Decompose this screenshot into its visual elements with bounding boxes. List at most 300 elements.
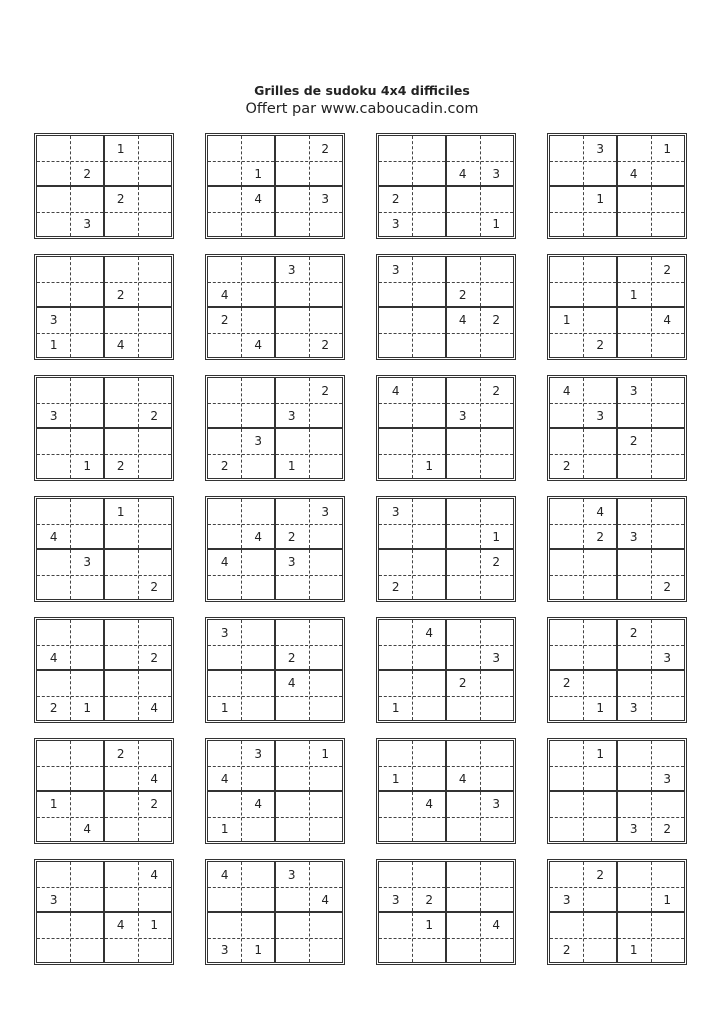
sudoku-cell bbox=[379, 620, 413, 645]
sudoku-grid bbox=[205, 859, 345, 965]
sudoku-cell: 3 bbox=[49, 408, 58, 423]
sudoku-cell: 3 bbox=[321, 504, 330, 519]
sudoku-grid bbox=[376, 738, 516, 844]
sudoku-cell bbox=[550, 524, 584, 549]
sudoku-cell bbox=[208, 524, 242, 549]
sudoku-cell bbox=[651, 282, 685, 307]
sudoku-cell: 4 bbox=[254, 796, 263, 811]
sudoku-cell bbox=[379, 741, 413, 766]
sudoku-cell bbox=[208, 499, 242, 524]
sudoku-cell: 3 bbox=[220, 625, 229, 640]
sudoku-cell bbox=[584, 887, 618, 912]
sudoku-cell bbox=[71, 741, 105, 766]
sudoku-cell bbox=[37, 620, 71, 645]
sudoku-cell: 1 bbox=[425, 917, 434, 932]
sudoku-cell bbox=[71, 912, 105, 937]
sudoku-cell bbox=[138, 524, 172, 549]
sudoku-cell bbox=[550, 766, 584, 791]
sudoku-cell bbox=[617, 862, 651, 887]
sudoku-cell bbox=[379, 453, 413, 478]
sudoku-cell bbox=[617, 332, 651, 357]
sudoku-cell: 1 bbox=[220, 821, 229, 836]
sudoku-cell bbox=[208, 161, 242, 186]
sudoku-cell: 2 bbox=[492, 312, 501, 327]
sudoku-cell bbox=[651, 428, 685, 453]
sudoku-cell bbox=[275, 574, 309, 599]
sudoku-cell bbox=[104, 403, 138, 428]
sudoku-cell: 4 bbox=[425, 625, 434, 640]
sudoku-cell bbox=[104, 791, 138, 816]
sudoku-cell bbox=[309, 403, 343, 428]
sudoku-cell: 1 bbox=[83, 458, 92, 473]
sudoku-grid bbox=[205, 617, 345, 723]
sudoku-cell: 4 bbox=[321, 892, 330, 907]
sudoku-cell bbox=[242, 136, 276, 161]
sudoku-cell bbox=[550, 574, 584, 599]
sudoku-cell: 1 bbox=[562, 312, 571, 327]
sudoku-cell: 2 bbox=[663, 821, 672, 836]
sudoku-cell bbox=[617, 791, 651, 816]
sudoku-grid bbox=[34, 496, 174, 602]
sudoku-cell bbox=[584, 282, 618, 307]
sudoku-cell bbox=[446, 257, 480, 282]
sudoku-cell bbox=[446, 937, 480, 962]
sudoku-cell: 4 bbox=[458, 312, 467, 327]
sudoku-cell bbox=[309, 428, 343, 453]
sudoku-cell bbox=[413, 332, 447, 357]
sudoku-grid bbox=[547, 738, 687, 844]
sudoku-grid bbox=[205, 738, 345, 844]
sudoku-cell bbox=[37, 912, 71, 937]
sudoku-cell bbox=[275, 378, 309, 403]
sudoku-cell bbox=[413, 307, 447, 332]
sudoku-cell bbox=[309, 549, 343, 574]
sudoku-cell bbox=[446, 741, 480, 766]
sudoku-cell: 1 bbox=[425, 458, 434, 473]
sudoku-cell bbox=[446, 378, 480, 403]
sudoku-cell bbox=[617, 403, 651, 428]
sudoku-cell bbox=[37, 282, 71, 307]
sudoku-cell bbox=[480, 766, 514, 791]
sudoku-cell: 3 bbox=[391, 262, 400, 277]
sudoku-cell bbox=[413, 428, 447, 453]
sudoku-cell: 1 bbox=[116, 504, 125, 519]
sudoku-cell bbox=[651, 161, 685, 186]
sudoku-cell bbox=[208, 645, 242, 670]
sudoku-cell bbox=[550, 862, 584, 887]
sudoku-cell bbox=[413, 161, 447, 186]
sudoku-cell bbox=[104, 257, 138, 282]
sudoku-grid bbox=[205, 254, 345, 360]
sudoku-cell bbox=[446, 186, 480, 211]
sudoku-cell bbox=[446, 428, 480, 453]
sudoku-cell bbox=[309, 211, 343, 236]
sudoku-cell bbox=[242, 499, 276, 524]
sudoku-cell: 2 bbox=[220, 312, 229, 327]
sudoku-cell bbox=[480, 862, 514, 887]
sudoku-cell bbox=[617, 670, 651, 695]
sudoku-cell bbox=[275, 791, 309, 816]
sudoku-cell bbox=[651, 620, 685, 645]
sudoku-cell bbox=[242, 912, 276, 937]
sudoku-cell bbox=[480, 499, 514, 524]
sudoku-cell: 1 bbox=[49, 337, 58, 352]
sudoku-cell bbox=[104, 862, 138, 887]
sudoku-grid bbox=[34, 133, 174, 239]
sudoku-cell bbox=[104, 307, 138, 332]
sudoku-cell: 2 bbox=[596, 337, 605, 352]
sudoku-cell bbox=[651, 211, 685, 236]
sudoku-cell bbox=[480, 428, 514, 453]
sudoku-cell bbox=[275, 499, 309, 524]
sudoku-grid bbox=[34, 859, 174, 965]
sudoku-cell: 3 bbox=[629, 529, 638, 544]
sudoku-cell bbox=[242, 282, 276, 307]
page-title: Grilles de sudoku 4x4 difficiles bbox=[254, 83, 470, 98]
sudoku-cell bbox=[379, 428, 413, 453]
sudoku-cell bbox=[208, 403, 242, 428]
sudoku-cell: 4 bbox=[220, 771, 229, 786]
sudoku-cell bbox=[138, 378, 172, 403]
sudoku-cell bbox=[584, 161, 618, 186]
sudoku-cell bbox=[584, 257, 618, 282]
sudoku-cell bbox=[104, 887, 138, 912]
sudoku-cell bbox=[37, 816, 71, 841]
sudoku-cell bbox=[138, 307, 172, 332]
sudoku-cell bbox=[413, 766, 447, 791]
sudoku-cell bbox=[584, 620, 618, 645]
sudoku-cell bbox=[651, 695, 685, 720]
sudoku-cell: 1 bbox=[596, 700, 605, 715]
sudoku-cell bbox=[208, 378, 242, 403]
sudoku-cell bbox=[617, 766, 651, 791]
sudoku-cell bbox=[480, 741, 514, 766]
page-subtitle: Offert par www.caboucadin.com bbox=[245, 101, 479, 117]
sudoku-cell bbox=[480, 670, 514, 695]
sudoku-cell: 4 bbox=[629, 166, 638, 181]
sudoku-cell bbox=[37, 186, 71, 211]
sudoku-cell bbox=[379, 862, 413, 887]
sudoku-cell: 3 bbox=[254, 433, 263, 448]
sudoku-cell bbox=[309, 816, 343, 841]
sudoku-cell: 2 bbox=[562, 942, 571, 957]
sudoku-cell bbox=[37, 499, 71, 524]
sudoku-cell: 4 bbox=[150, 867, 159, 882]
sudoku-cell bbox=[71, 499, 105, 524]
sudoku-cell bbox=[208, 257, 242, 282]
sudoku-cell bbox=[584, 428, 618, 453]
sudoku-grid bbox=[205, 133, 345, 239]
sudoku-cell: 4 bbox=[83, 821, 92, 836]
sudoku-cell bbox=[208, 791, 242, 816]
sudoku-cell bbox=[309, 670, 343, 695]
sudoku-cell bbox=[651, 912, 685, 937]
sudoku-cell bbox=[379, 912, 413, 937]
sudoku-cell bbox=[71, 332, 105, 357]
sudoku-cell bbox=[104, 937, 138, 962]
sudoku-cell: 1 bbox=[629, 942, 638, 957]
sudoku-cell: 1 bbox=[150, 917, 159, 932]
sudoku-cell bbox=[37, 453, 71, 478]
sudoku-cell bbox=[208, 670, 242, 695]
sudoku-cell bbox=[275, 307, 309, 332]
sudoku-cell: 2 bbox=[596, 529, 605, 544]
sudoku-cell bbox=[651, 670, 685, 695]
sudoku-cell bbox=[208, 186, 242, 211]
sudoku-grid bbox=[376, 617, 516, 723]
sudoku-cell bbox=[138, 332, 172, 357]
sudoku-cell bbox=[480, 257, 514, 282]
sudoku-cell bbox=[208, 428, 242, 453]
sudoku-cell bbox=[446, 862, 480, 887]
sudoku-cell: 3 bbox=[49, 892, 58, 907]
sudoku-cell bbox=[37, 670, 71, 695]
sudoku-cell bbox=[71, 136, 105, 161]
sudoku-cell bbox=[242, 257, 276, 282]
sudoku-cell bbox=[550, 791, 584, 816]
sudoku-cell: 3 bbox=[287, 262, 296, 277]
sudoku-cell bbox=[480, 403, 514, 428]
sudoku-cell bbox=[651, 741, 685, 766]
sudoku-cell bbox=[480, 136, 514, 161]
sudoku-cell bbox=[71, 887, 105, 912]
sudoku-cell bbox=[242, 620, 276, 645]
sudoku-grid bbox=[376, 254, 516, 360]
sudoku-cell bbox=[379, 549, 413, 574]
sudoku-cell bbox=[138, 161, 172, 186]
sudoku-cell: 3 bbox=[287, 408, 296, 423]
sudoku-cell bbox=[37, 257, 71, 282]
sudoku-cell bbox=[413, 403, 447, 428]
sudoku-cell: 3 bbox=[458, 408, 467, 423]
sudoku-cell bbox=[138, 136, 172, 161]
sudoku-cell bbox=[71, 282, 105, 307]
sudoku-cell: 4 bbox=[562, 383, 571, 398]
sudoku-cell bbox=[550, 645, 584, 670]
sudoku-cell bbox=[413, 282, 447, 307]
sudoku-cell bbox=[71, 862, 105, 887]
sudoku-cell: 2 bbox=[663, 579, 672, 594]
sudoku-cell bbox=[550, 136, 584, 161]
sudoku-cell bbox=[71, 620, 105, 645]
sudoku-cell bbox=[446, 524, 480, 549]
sudoku-cell bbox=[617, 307, 651, 332]
sudoku-cell bbox=[584, 211, 618, 236]
sudoku-cell bbox=[413, 257, 447, 282]
sudoku-cell: 2 bbox=[321, 337, 330, 352]
sudoku-cell bbox=[275, 937, 309, 962]
sudoku-cell bbox=[379, 282, 413, 307]
sudoku-cell bbox=[71, 428, 105, 453]
sudoku-cell bbox=[242, 862, 276, 887]
sudoku-cell bbox=[138, 428, 172, 453]
sudoku-cell: 1 bbox=[254, 166, 263, 181]
sudoku-cell bbox=[617, 574, 651, 599]
sudoku-cell bbox=[617, 453, 651, 478]
sudoku-cell bbox=[309, 574, 343, 599]
sudoku-cell bbox=[37, 741, 71, 766]
sudoku-cell: 1 bbox=[492, 529, 501, 544]
sudoku-cell bbox=[71, 524, 105, 549]
sudoku-cell: 2 bbox=[49, 700, 58, 715]
sudoku-cell bbox=[617, 645, 651, 670]
sudoku-cell bbox=[550, 816, 584, 841]
sudoku-cell bbox=[379, 645, 413, 670]
sudoku-cell: 2 bbox=[562, 675, 571, 690]
sudoku-cell bbox=[242, 403, 276, 428]
sudoku-cell bbox=[309, 282, 343, 307]
sudoku-cell bbox=[413, 670, 447, 695]
sudoku-cell bbox=[413, 549, 447, 574]
sudoku-cell bbox=[651, 332, 685, 357]
sudoku-cell bbox=[584, 912, 618, 937]
sudoku-cell: 1 bbox=[49, 796, 58, 811]
sudoku-cell bbox=[242, 670, 276, 695]
sudoku-cell bbox=[413, 741, 447, 766]
sudoku-cell bbox=[651, 549, 685, 574]
sudoku-cell: 3 bbox=[663, 650, 672, 665]
sudoku-cell bbox=[242, 695, 276, 720]
sudoku-cell bbox=[37, 549, 71, 574]
sudoku-cell bbox=[309, 620, 343, 645]
sudoku-cell bbox=[104, 549, 138, 574]
sudoku-cell bbox=[480, 332, 514, 357]
sudoku-cell: 2 bbox=[116, 458, 125, 473]
sudoku-cell: 4 bbox=[254, 191, 263, 206]
sudoku-cell: 2 bbox=[663, 262, 672, 277]
sudoku-cell bbox=[379, 307, 413, 332]
sudoku-cell bbox=[550, 161, 584, 186]
sudoku-cell: 1 bbox=[287, 458, 296, 473]
sudoku-cell bbox=[37, 378, 71, 403]
sudoku-cell bbox=[617, 912, 651, 937]
sudoku-cell bbox=[413, 499, 447, 524]
sudoku-cell bbox=[242, 645, 276, 670]
sudoku-cell bbox=[208, 332, 242, 357]
sudoku-cell bbox=[71, 378, 105, 403]
sudoku-cell: 2 bbox=[150, 579, 159, 594]
sudoku-cell: 1 bbox=[220, 700, 229, 715]
sudoku-cell bbox=[71, 766, 105, 791]
sudoku-cell bbox=[550, 499, 584, 524]
sudoku-cell bbox=[446, 499, 480, 524]
sudoku-cell bbox=[651, 499, 685, 524]
sudoku-cell: 4 bbox=[254, 529, 263, 544]
sudoku-cell bbox=[71, 307, 105, 332]
sudoku-cell bbox=[104, 161, 138, 186]
sudoku-cell bbox=[138, 937, 172, 962]
sudoku-cell: 2 bbox=[83, 166, 92, 181]
sudoku-cell: 2 bbox=[116, 746, 125, 761]
sudoku-cell bbox=[138, 453, 172, 478]
sudoku-cell bbox=[446, 791, 480, 816]
sudoku-cell: 1 bbox=[629, 287, 638, 302]
sudoku-cell bbox=[275, 211, 309, 236]
sudoku-cell bbox=[480, 620, 514, 645]
sudoku-cell bbox=[550, 912, 584, 937]
sudoku-cell bbox=[309, 766, 343, 791]
sudoku-cell bbox=[651, 403, 685, 428]
sudoku-cell bbox=[138, 741, 172, 766]
sudoku-cell: 3 bbox=[629, 821, 638, 836]
sudoku-cell bbox=[309, 307, 343, 332]
sudoku-cell: 3 bbox=[492, 166, 501, 181]
sudoku-cell: 4 bbox=[220, 287, 229, 302]
sudoku-cell bbox=[242, 574, 276, 599]
sudoku-cell bbox=[584, 670, 618, 695]
sudoku-cell bbox=[71, 403, 105, 428]
sudoku-cell bbox=[651, 791, 685, 816]
sudoku-cell bbox=[37, 574, 71, 599]
sudoku-cell: 3 bbox=[287, 867, 296, 882]
sudoku-cell bbox=[550, 403, 584, 428]
sudoku-cell: 2 bbox=[150, 650, 159, 665]
sudoku-cell: 3 bbox=[391, 892, 400, 907]
sudoku-cell: 1 bbox=[391, 700, 400, 715]
sudoku-cell bbox=[550, 211, 584, 236]
sudoku-cell bbox=[71, 670, 105, 695]
sudoku-cell bbox=[446, 887, 480, 912]
sudoku-cell: 2 bbox=[492, 554, 501, 569]
sudoku-cell bbox=[550, 741, 584, 766]
sudoku-cell bbox=[242, 766, 276, 791]
sudoku-cell bbox=[550, 186, 584, 211]
sudoku-cell: 3 bbox=[562, 892, 571, 907]
sudoku-cell bbox=[584, 453, 618, 478]
sudoku-cell: 2 bbox=[150, 796, 159, 811]
sudoku-cell bbox=[37, 937, 71, 962]
sudoku-cell: 3 bbox=[321, 191, 330, 206]
sudoku-cell: 4 bbox=[150, 700, 159, 715]
sudoku-cell bbox=[617, 549, 651, 574]
sudoku-cell bbox=[37, 136, 71, 161]
sudoku-cell bbox=[208, 136, 242, 161]
sudoku-cell bbox=[71, 257, 105, 282]
sudoku-cell: 2 bbox=[287, 650, 296, 665]
sudoku-cell: 4 bbox=[425, 796, 434, 811]
sudoku-cell bbox=[104, 378, 138, 403]
sudoku-cell bbox=[584, 816, 618, 841]
sudoku-cell bbox=[379, 161, 413, 186]
sudoku-cell bbox=[413, 186, 447, 211]
sudoku-cell bbox=[275, 766, 309, 791]
sudoku-cell bbox=[275, 161, 309, 186]
sudoku-cell bbox=[446, 549, 480, 574]
sudoku-cell bbox=[275, 887, 309, 912]
sudoku-cell bbox=[104, 211, 138, 236]
sudoku-cell bbox=[71, 574, 105, 599]
sudoku-cell: 3 bbox=[391, 216, 400, 231]
sudoku-grid bbox=[547, 375, 687, 481]
sudoku-cell bbox=[617, 186, 651, 211]
sudoku-cell bbox=[379, 136, 413, 161]
sudoku-grid bbox=[547, 133, 687, 239]
sudoku-cell: 4 bbox=[220, 867, 229, 882]
sudoku-cell bbox=[446, 912, 480, 937]
sudoku-cell: 2 bbox=[596, 867, 605, 882]
sudoku-cell: 4 bbox=[116, 337, 125, 352]
sudoku-cell bbox=[550, 257, 584, 282]
sudoku-cell: 4 bbox=[220, 554, 229, 569]
sudoku-cell: 3 bbox=[83, 554, 92, 569]
sudoku-cell: 3 bbox=[629, 383, 638, 398]
sudoku-cell bbox=[413, 524, 447, 549]
sudoku-cell: 4 bbox=[49, 529, 58, 544]
sudoku-cell bbox=[37, 211, 71, 236]
sudoku-cell bbox=[550, 620, 584, 645]
sudoku-cell bbox=[480, 574, 514, 599]
sudoku-cell bbox=[446, 645, 480, 670]
